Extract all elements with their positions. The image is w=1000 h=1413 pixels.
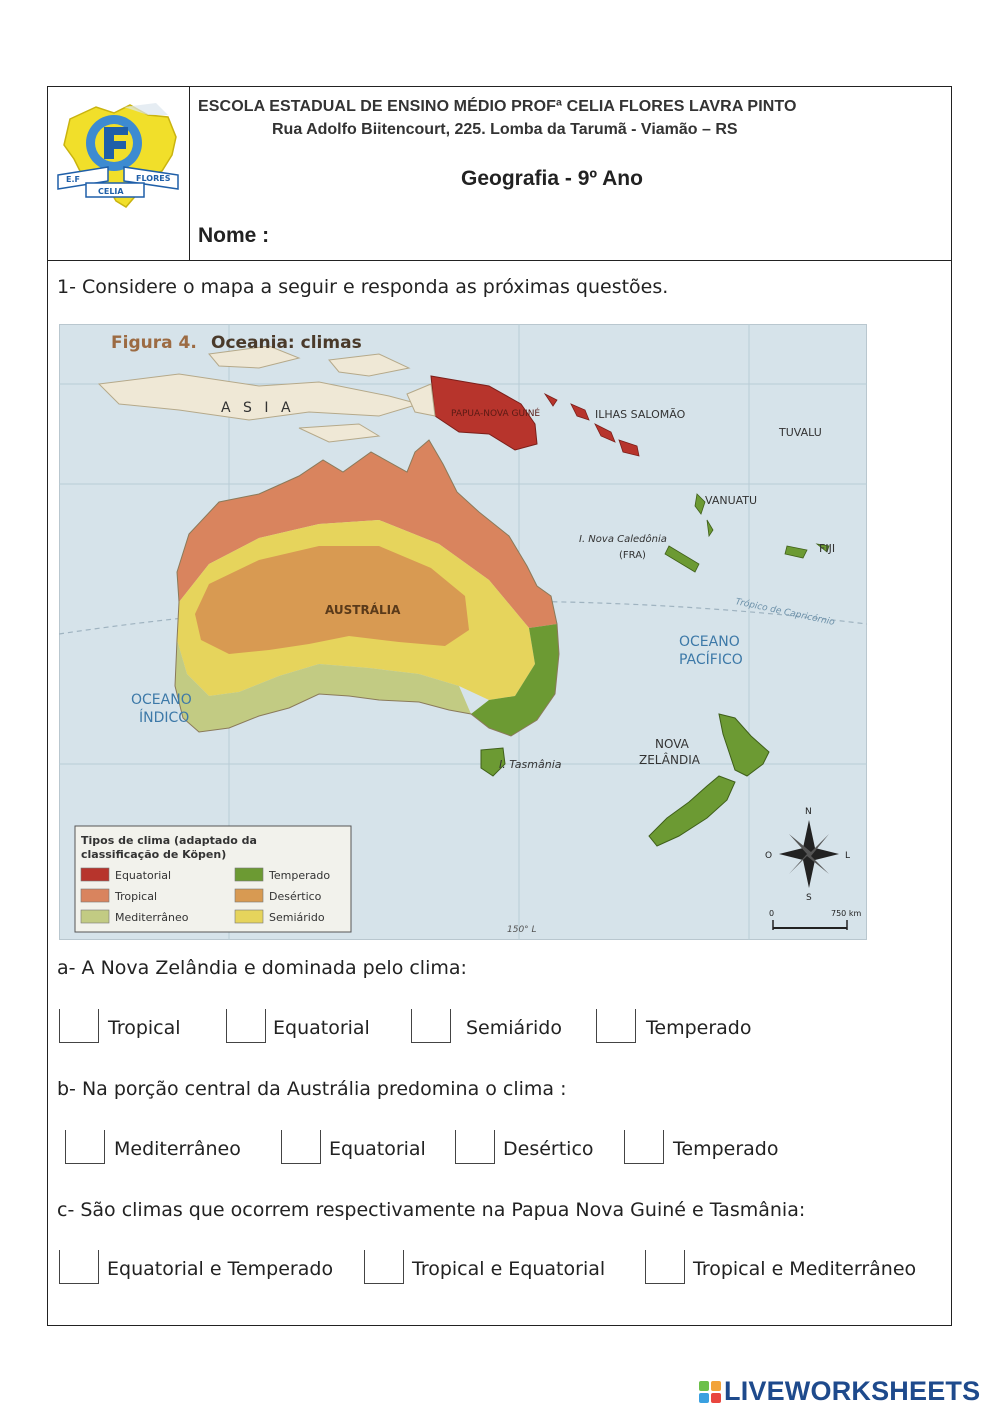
school-logo-cell [48,87,190,260]
logo-celia: CELIA [98,187,124,196]
map-figure-number: Figura 4. [111,333,197,353]
label-vanuatu: VANUATU [705,494,758,507]
option-label: Tropical [108,1017,181,1039]
label-tuvalu: TUVALU [779,426,822,439]
option-label: Semiárido [466,1017,562,1039]
legend-label: Temperado [269,869,331,882]
checkbox[interactable] [596,1009,636,1043]
label-indico-2: ÍNDICO [139,710,190,726]
checkbox[interactable] [281,1130,321,1164]
question-b-option-3[interactable] [455,1130,615,1170]
legend-label: Tropical [115,890,157,903]
brand-name: LIVEWORKSHEETS [724,1376,981,1406]
question-c-text: c- São climas que ocorrem respectivamente na Papua Nova Guiné e Tasmânia: [57,1199,806,1221]
checkbox[interactable] [411,1009,451,1043]
label-nz-1: NOVA [655,737,689,751]
logo-ef: E.F [66,175,80,184]
compass-l: L [845,851,851,861]
question-b-option-2[interactable] [281,1130,441,1170]
map-title: Oceania: climas [211,333,362,353]
question-a-option-1[interactable] [59,1009,199,1049]
checkbox[interactable] [59,1009,99,1043]
legend-swatch [81,868,109,881]
option-label: Tropical e Mediterrâneo [693,1258,917,1280]
name-field-label: Nome : [198,224,270,247]
label-papua: PAPUA-NOVA GUINÉ [451,409,541,419]
question-b-option-4[interactable] [624,1130,794,1170]
label-nz-2: ZELÂNDIA [639,753,700,767]
option-label: Equatorial [273,1017,370,1039]
checkbox[interactable] [364,1250,404,1284]
school-name: ESCOLA ESTADUAL DE ENSINO MÉDIO PROFª CELIA FLORES LAVRA PINTO [198,98,797,115]
label-indico-1: OCEANO [131,692,192,708]
legend-swatch [235,868,263,881]
option-label: Equatorial [329,1138,426,1160]
label-caledonia-fra: (FRA) [619,550,646,561]
question-c-option-1[interactable] [59,1250,354,1290]
checkbox[interactable] [455,1130,495,1164]
legend-swatch [81,889,109,902]
label-salomao: ILHAS SALOMÃO [595,408,686,421]
question-b-text: b- Na porção central da Austrália predomina o clima : [57,1078,567,1100]
label-australia: AUSTRÁLIA [325,603,401,617]
question-a-text: a- A Nova Zelândia e dominada pelo clima: [57,957,467,979]
option-label: Temperado [646,1017,752,1039]
question-a-option-2[interactable] [226,1009,386,1049]
legend-title-2: classificação de Köpen) [81,848,227,861]
label-tasmania: I. Tasmânia [499,758,562,771]
logo-flores: FLORES [136,174,171,183]
legend-label: Equatorial [115,869,172,882]
scale-zero: 0 [769,909,775,918]
school-address: Rua Adolfo Biitencourt, 225. Lomba da Tarumã - Viamão – RS [272,121,738,138]
liveworksheets-logo-icon [698,1380,722,1404]
checkbox[interactable] [226,1009,266,1043]
option-label: Desértico [503,1138,594,1160]
subject-title: Geografia - 9º Ano [461,167,643,190]
scale-max: 750 km [831,909,862,918]
label-pacifico-1: OCEANO [679,634,740,650]
legend-label: Semiárido [269,911,325,924]
compass-s: S [806,893,812,903]
question-a-option-3[interactable] [411,1009,571,1049]
option-label: Temperado [673,1138,779,1160]
checkbox[interactable] [65,1130,105,1164]
label-fiji: FIJI [819,542,836,555]
legend-swatch [81,910,109,923]
question-c-option-2[interactable] [364,1250,629,1290]
legend-swatch [235,910,263,923]
oceania-climate-map [59,324,867,940]
legend-swatch [235,889,263,902]
label-asia: A S I A [221,400,295,416]
label-meridian: 150° L [507,925,537,935]
legend-label: Mediterrâneo [115,911,189,924]
checkbox[interactable] [59,1250,99,1284]
label-pacifico-2: PACÍFICO [679,652,743,668]
legend-label: Desértico [269,890,322,903]
question-a-option-4[interactable] [596,1009,766,1049]
header [48,87,951,261]
school-logo [56,97,182,213]
compass-n: N [805,807,812,817]
option-label: Mediterrâneo [114,1138,241,1160]
compass-o: O [765,851,773,861]
question-c-option-3[interactable] [645,1250,945,1290]
legend-title-1: Tipos de clima (adaptado da [81,834,257,847]
checkbox[interactable] [624,1130,664,1164]
label-caledonia: I. Nova Caledônia [579,534,667,545]
option-label: Tropical e Equatorial [412,1258,606,1280]
label-capricornio: Trópico de Capricórnio [734,597,836,628]
checkbox[interactable] [645,1250,685,1284]
question-b-option-1[interactable] [65,1130,265,1170]
climate-legend [75,826,351,932]
option-label: Equatorial e Temperado [107,1258,334,1280]
intro-instruction: 1- Considere o mapa a seguir e responda as próximas questões. [57,276,669,298]
